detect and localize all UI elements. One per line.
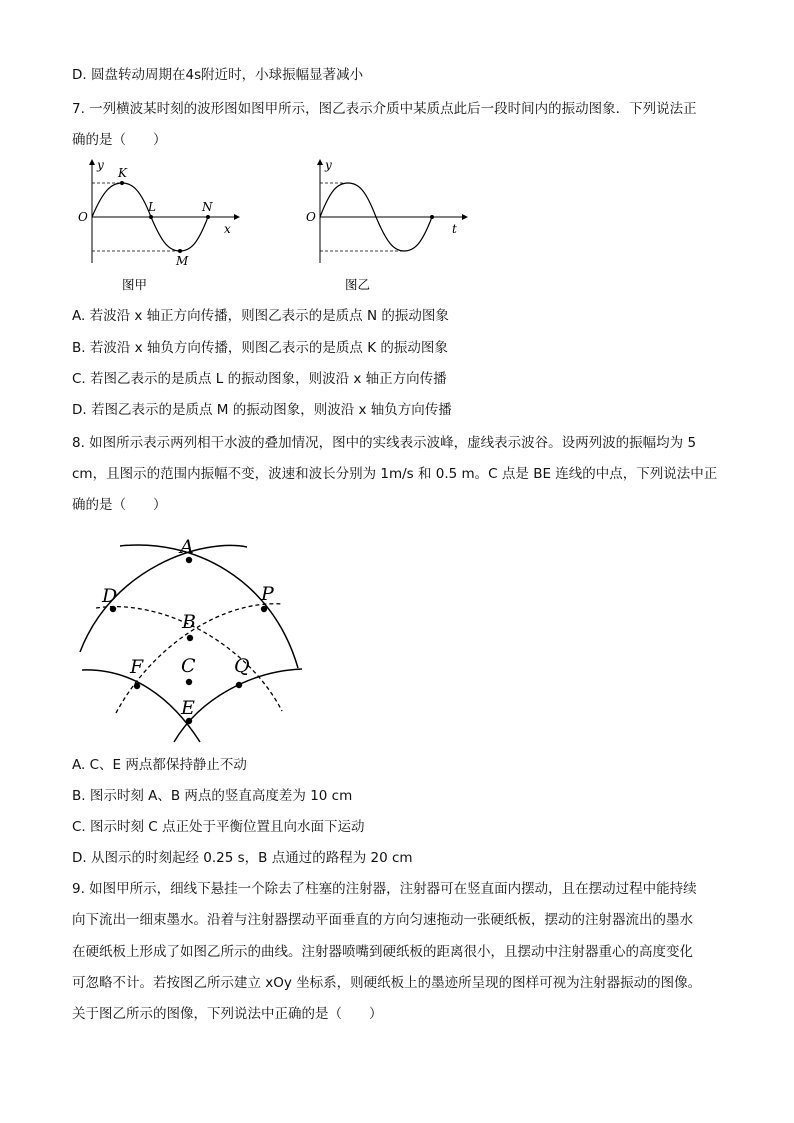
q7-option-b: B. 若波沿 x 轴负方向传播，则图乙表示的是质点 K 的振动图象 (72, 340, 448, 356)
label-o: O (306, 210, 316, 224)
q8-option-c: C. 图示时刻 C 点正处于平衡位置且向水面下运动 (72, 819, 365, 835)
label-p: P (261, 583, 274, 605)
q9-stem-line4: 可忽略不计。若按图乙所示建立 xOy 坐标系，则硬纸板上的墨迹所呈现的图样可视为注射器振动的图像。 (72, 975, 702, 991)
caption-jia: 图甲 (122, 277, 148, 292)
caption-yi: 图乙 (345, 277, 371, 292)
label-y: y (325, 158, 332, 172)
point-f (134, 683, 140, 689)
q9-stem-line1: 9. 如图甲所示，细线下悬挂一个除去了柱塞的注射器，注射器可在竖直面内摆动，且在摆动过程中能持续 (72, 881, 697, 897)
t-axis-arrow (462, 214, 468, 220)
point-n (206, 215, 210, 219)
label-a: A (180, 536, 194, 558)
q7-stem-line2: 确的是（ ） (72, 132, 167, 148)
q7-option-a: A. 若波沿 x 轴正方向传播，则图乙表示的是质点 N 的振动图象 (72, 308, 449, 324)
label-c: C (181, 655, 196, 677)
point-c (186, 679, 192, 685)
q7-option-d: D. 若图乙表示的是质点 M 的振动图象，则波沿 x 轴负方向传播 (72, 402, 452, 418)
point-k (120, 181, 124, 185)
label-d: D (102, 585, 118, 607)
label-o: O (78, 210, 88, 224)
q8-stem-line2: cm，且图示的范围内振幅不变，波速和波长分别为 1m/s 和 0.5 m。C 点是 BE 连线的中点，下列说法中正 (72, 466, 718, 482)
q8-stem-line3: 确的是（ ） (72, 497, 167, 513)
label-n: N (202, 200, 213, 214)
q9-stem-line5: 关于图乙所示的图像，下列说法中正确的是（ ） (72, 1006, 383, 1022)
label-q: Q (234, 655, 250, 677)
label-t: t (452, 222, 457, 236)
q9-stem-line3: 在硬纸板上形成了如图乙所示的曲线。注射器喷嘴到硬纸板的距离很小，且摆动中注射器重心的高度变化 (72, 944, 693, 960)
label-y: y (97, 158, 104, 172)
q7-option-c: C. 若图乙表示的是质点 L 的振动图象，则波沿 x 轴正方向传播 (72, 371, 447, 387)
crest-arc-2 (120, 545, 298, 668)
q8-option-d: D. 从图示的时刻起经 0.25 s，B 点通过的路程为 20 cm (72, 850, 413, 866)
label-l: L (148, 200, 156, 214)
label-b: B (182, 611, 196, 633)
q6-option-d: D. 圆盘转动周期在4s附近时，小球振幅显著减小 (72, 67, 364, 83)
q8-option-b: B. 图示时刻 A、B 两点的竖直高度差为 10 cm (72, 788, 353, 804)
end-point (430, 215, 434, 219)
point-m (178, 249, 182, 253)
q9-stem-line2: 向下流出一细束墨水。沿着与注射器摆动平面垂直的方向匀速拖动一张硬纸板，摆动的注射器流出的墨水 (72, 912, 693, 928)
label-f: F (130, 656, 144, 678)
figure-yi (300, 155, 475, 297)
point-q (236, 682, 242, 688)
figure-interference (72, 528, 312, 748)
point-l (149, 215, 153, 219)
x-axis-arrow (234, 214, 240, 220)
point-p (261, 606, 267, 612)
label-k: K (118, 166, 127, 180)
label-e: E (181, 697, 195, 719)
q8-option-a: A. C、E 两点都保持静止不动 (72, 757, 247, 773)
figure-jia (72, 155, 247, 297)
q8-stem-line1: 8. 如图所示表示两列相干水波的叠加情况，图中的实线表示波峰，虚线表示波谷。设两列波的振幅均为 5 (72, 435, 697, 451)
y-axis-arrow (317, 159, 323, 165)
label-x: x (224, 222, 231, 236)
label-m: M (176, 254, 189, 268)
y-axis-arrow (89, 159, 95, 165)
point-b (187, 635, 193, 641)
q7-stem-line1: 7. 一列横波某时刻的波形图如图甲所示，图乙表示介质中某质点此后一段时间内的振动图象．下列说法正 (72, 101, 697, 117)
